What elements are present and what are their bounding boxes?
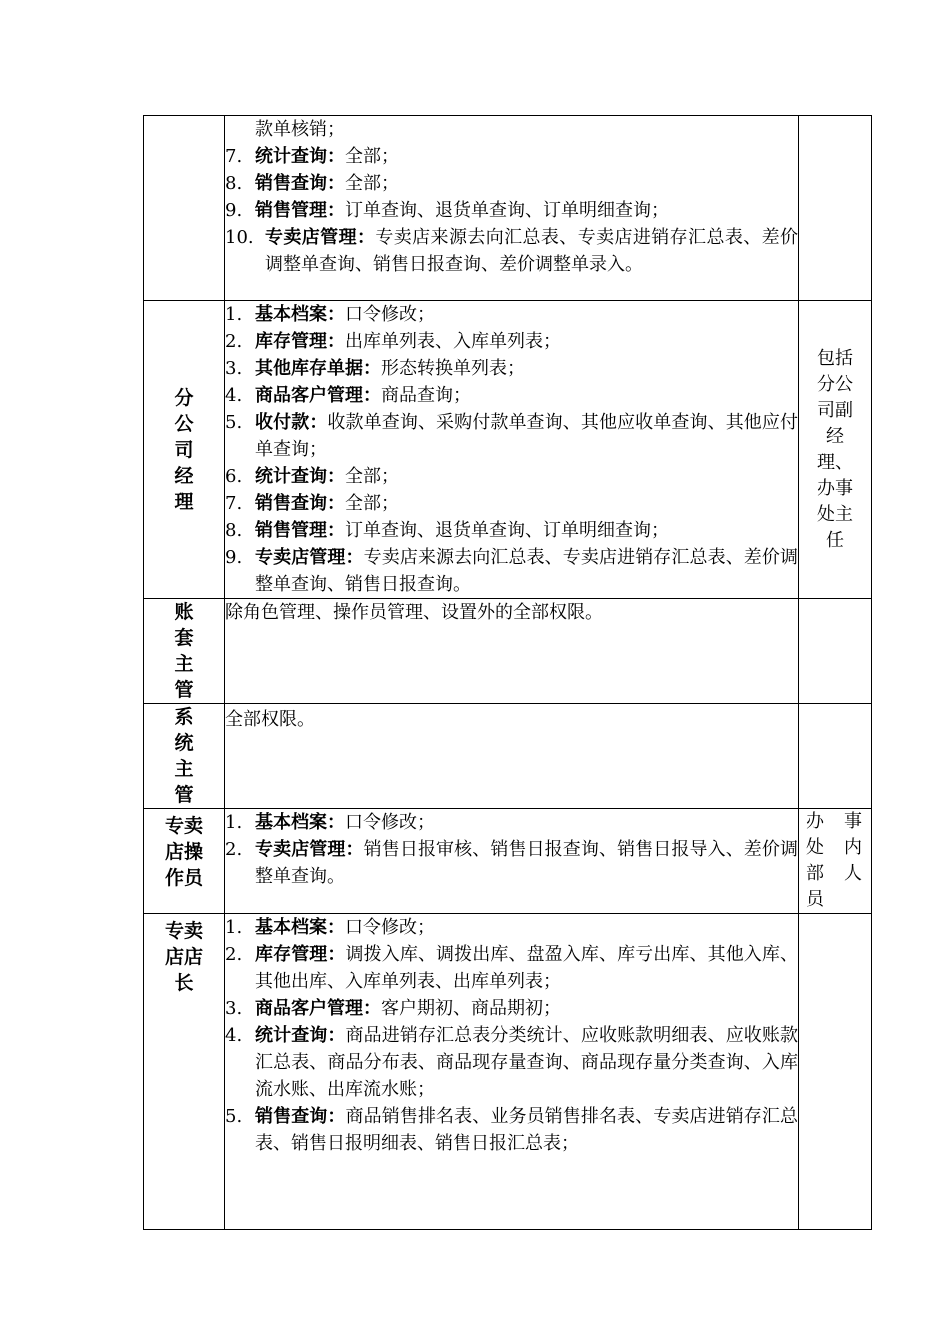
permission-cell: 除角色管理、操作员管理、设置外的全部权限。: [225, 599, 799, 704]
list-item: 5. 销售查询：商品销售排名表、业务员销售排名表、专卖店进销存汇总表、销售日报明细表、销售日报汇总表；: [225, 1106, 799, 1154]
permission-cell: 全部权限。: [225, 704, 799, 809]
permission-cell: [225, 116, 799, 301]
list-item: 1. 基本档案：口令修改；: [225, 812, 435, 833]
table-row: [144, 116, 872, 301]
table-row: [144, 301, 872, 599]
list-item: 3. 其他库存单据：形态转换单列表；: [225, 358, 525, 379]
note-cell: [799, 704, 872, 809]
list-item: 1. 基本档案：口令修改；: [225, 304, 435, 325]
list-item: 6. 统计查询：全部；: [225, 466, 399, 487]
permission-list: [225, 143, 798, 278]
list-item: 2. 库存管理：出库单列表、入库单列表；: [225, 331, 561, 352]
role-cell: 系统主管: [144, 704, 225, 809]
role-cell: 专卖店店长: [144, 914, 225, 1230]
list-item: 4. 统计查询：商品进销存汇总表分类统计、应收账款明细表、应收账款汇总表、商品分布表、商品现存量查询、商品现存量分类查询、入库流水账、出库流水账；: [225, 1025, 799, 1100]
list-item: 3. 商品客户管理：客户期初、商品期初；: [225, 998, 561, 1019]
note-cell: [799, 116, 872, 301]
list-item: 8. 销售查询：全部；: [225, 173, 399, 194]
table-row: [144, 704, 872, 809]
note-cell: [799, 599, 872, 704]
permission-list: [225, 809, 798, 890]
permission-table: [143, 115, 872, 1230]
permission-list: [225, 914, 798, 1157]
list-item: 5. 收付款：收款单查询、采购付款单查询、其他应收单查询、其他应付单查询；: [225, 412, 799, 460]
permission-list: [225, 301, 798, 598]
permission-cell: [225, 301, 799, 599]
list-item: 7. 销售查询：全部；: [225, 493, 399, 514]
role-cell: 专卖店操作员: [144, 809, 225, 914]
list-item: 8. 销售管理：订单查询、退货单查询、订单明细查询；: [225, 520, 669, 541]
list-item: 2. 专卖店管理：销售日报审核、销售日报查询、销售日报导入、差价调整单查询。: [225, 839, 799, 887]
role-cell: 账套主管: [144, 599, 225, 704]
list-item: 10. 专卖店管理：专卖店来源去向汇总表、专卖店进销存汇总表、差价调整单查询、销售日报查询、差价调整单录入。: [225, 227, 799, 275]
permission-cell: [225, 809, 799, 914]
note-cell: 办事处内部人员: [799, 809, 872, 914]
role-cell: 分公司经理: [144, 301, 225, 599]
table-row: [144, 809, 872, 914]
list-item: 9. 销售管理：订单查询、退货单查询、订单明细查询；: [225, 200, 669, 221]
list-item: 2. 库存管理：调拨入库、调拨出库、盘盈入库、库亏出库、其他入库、其他出库、入库单列表、出库单列表；: [225, 944, 799, 992]
continued-text: 款单核销；: [255, 119, 345, 140]
list-item: 4. 商品客户管理：商品查询；: [225, 385, 471, 406]
permission-cell: [225, 914, 799, 1230]
list-item: 9. 专卖店管理：专卖店来源去向汇总表、专卖店进销存汇总表、差价调整单查询、销售日报查询。: [225, 547, 799, 595]
note-cell: 包括分公司副经理、办事处主任: [799, 301, 872, 599]
table-row: [144, 914, 872, 1230]
table-row: [144, 599, 872, 704]
list-item: 1. 基本档案：口令修改；: [225, 917, 435, 938]
role-cell: [144, 116, 225, 301]
note-cell: [799, 914, 872, 1230]
list-item: 7. 统计查询：全部；: [225, 146, 399, 167]
